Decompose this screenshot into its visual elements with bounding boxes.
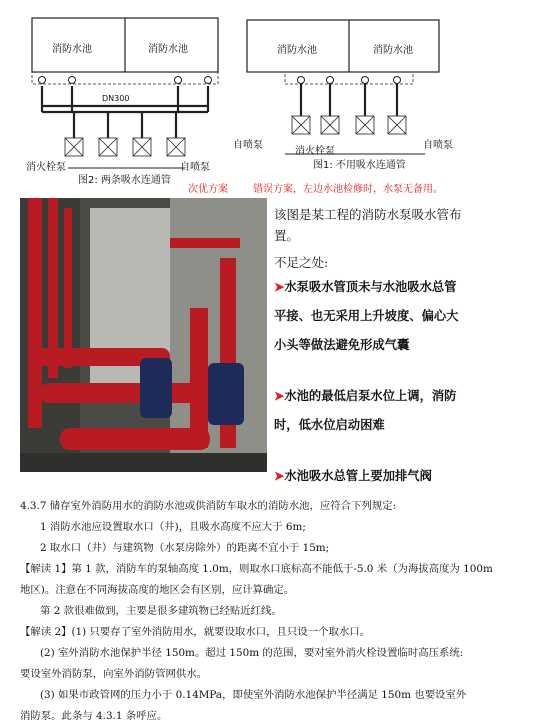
- photo-commentary: [274, 204, 524, 486]
- bullet-text: 时，低水位启动困难: [274, 417, 385, 432]
- clause-item: 1 消防水池应设置取水口（井)，且吸水高度不应大于 6m;: [40, 521, 306, 533]
- tank-left-label: 消防水池: [52, 44, 92, 55]
- clause-item: 2 取水口（井）与建筑物（水泵房除外）的距离不宜小于 15m;: [40, 542, 330, 554]
- pump-right-label: 自喷泵: [180, 162, 210, 173]
- explanation-line: 【解读 2】(1) 只要存了室外消防用水，就要设取水口，且只设一个取水口。: [20, 626, 371, 638]
- bullet-text: 水池吸水总管上要加排气阀: [284, 468, 432, 483]
- explanation-line: 要设室外消防泵，向室外消防管网供水。: [20, 668, 208, 680]
- explanation-line: (3) 如果市政管网的压力小于 0.14MPa，即使室外消防水池保护半径满足 150m 也要设室外: [40, 689, 467, 701]
- pump-mid-label: 消火栓泵: [295, 146, 335, 157]
- clause-body: [20, 496, 520, 727]
- diagram-note: 次优方案: [188, 184, 228, 195]
- tank-right-label: 消防水池: [373, 45, 413, 56]
- bullet-text: 水泵吸水管顶未与水池吸水总管: [284, 279, 457, 294]
- bullet-text: 小头等做法避免形成气囊: [274, 337, 410, 352]
- bullet-text: 水池的最低启泵水位上调，消防: [284, 388, 457, 403]
- diagram-caption: 图1: 不用吸水连通管: [313, 160, 406, 171]
- diagram-no-suction-pipe: [225, 8, 525, 195]
- diagram-note: 错误方案，左边水池检修时，水泵无备用。: [253, 184, 443, 195]
- pump-left-label: 消火栓泵: [26, 162, 66, 173]
- commentary-line: 置。: [274, 228, 300, 243]
- pump-left-label: 自喷泵: [233, 140, 263, 151]
- pump-right-label: 自喷泵: [423, 140, 453, 151]
- explanation-line: 【解读 1】第 1 款，消防车的泵轴高度 1.0m，则取水口底标高不能低于-5.0 米（为海拔高度为 100m: [20, 563, 493, 575]
- explanation-line: 第 2 款很难做到，主要是很多建筑物已经贴近红线。: [40, 605, 282, 617]
- pipe-label: DN300: [102, 94, 130, 103]
- deficiency-heading: 不足之处:: [274, 255, 329, 270]
- pump-room-photo: [20, 198, 267, 472]
- explanation-line: (2) 室外消防水池保护半径 150m。超过 150m 的范围，要对室外消火栓设置临时高压系统:: [40, 647, 464, 659]
- clause-heading: 4.3.7 储存室外消防用水的消防水池或供消防车取水的消防水池，应符合下列规定:: [20, 500, 397, 512]
- tank-right-label: 消防水池: [148, 44, 188, 55]
- commentary-line: 该图是某工程的消防水泵吸水管布: [274, 207, 462, 222]
- tank-left-label: 消防水池: [277, 45, 317, 56]
- explanation-line: 消防泵。此条与 4.3.1 条呼应。: [20, 710, 168, 722]
- bullet-arrow-icon: ➤: [274, 279, 285, 294]
- bullet-text: 平接、也无采用上升坡度、偏心大: [274, 308, 459, 323]
- diagram-two-suction-pipes: [20, 8, 230, 195]
- bullet-arrow-icon: ➤: [274, 388, 285, 403]
- bullet-arrow-icon: ➤: [274, 468, 285, 483]
- diagram-caption: 图2: 两条吸水连通管: [78, 175, 171, 186]
- explanation-line: 地区)。注意在不同海拔高度的地区会有区别，应计算确定。: [20, 584, 295, 596]
